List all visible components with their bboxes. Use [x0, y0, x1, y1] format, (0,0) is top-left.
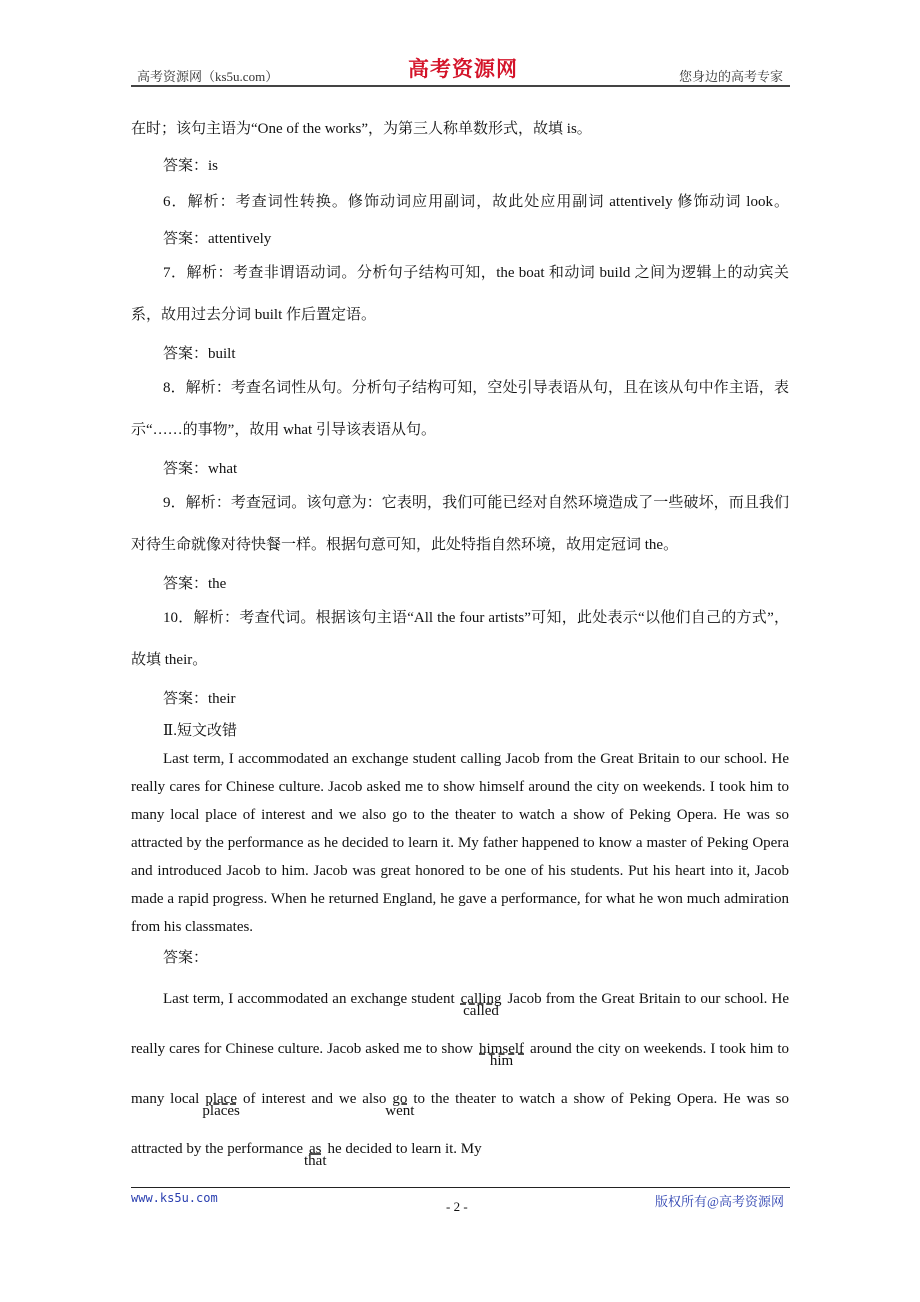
header-rule: [131, 85, 790, 87]
corrected-passage: [131, 974, 789, 1174]
answer-text: Jacob from the Great Britain to our school. He really cares for Chinese culture. Jacob asked me to show: [131, 991, 789, 1057]
answer-8: 答案：what: [163, 461, 238, 477]
answer-text: of interest and we also: [242, 1091, 387, 1107]
explanation-8: 8．解析：考查名词性从句。分析句子结构可知，空处引导表语从句，且在该从句中作主语，表示“……的事物”，故用 what 引导该表语从句。: [131, 380, 789, 438]
header-right: 您身边的高考专家: [678, 69, 783, 84]
answer-text: he decided to learn it. My: [327, 1141, 482, 1157]
answer-9: 答案：the: [163, 576, 227, 592]
correction: [385, 1091, 415, 1119]
explanation-10: 10．解析：考查代词。根据该句主语“All the four artists”可知，此处表示“以他们自己的方式”，故填 their。: [131, 610, 789, 668]
answer-text: Last term, I accommodated an exchange student: [163, 991, 455, 1007]
wrong-word: as: [309, 1141, 322, 1157]
answer-6: 答案：attentively: [163, 231, 272, 247]
passage: Last term, I accommodated an exchange student calling Jacob from the Great Britain to our school. He really cares for Chinese culture. Jacob asked me to show himself around the city on weekends. I took him to many local place of interest and we also go to the theater to watch a show of Peking Opera. He was so attracted by the performance as he decided to learn it. My father happened to know a master of Peking Opera and introduced Jacob to him. Jacob was great honored to be one of his students. Put his heart into it, Jacob made a rapid progress. When he returned England, he gave a performance, for what he won much admiration from his classmates.: [131, 751, 789, 935]
correction: [202, 1091, 240, 1119]
answer-text: around the city on weekends. I took him to many local: [131, 1041, 789, 1107]
explanation-9: 9．解析：考查冠词。该句意为：它表明，我们可能已经对自然环境造成了一些破坏，而且我们对待生命就像对待快餐一样。根据句意可知，此处特指自然环境，故用定冠词 the。: [131, 495, 789, 553]
footer-rule: [131, 1187, 790, 1188]
explanation-7: 7．解析：考查非谓语动词。分析句子结构可知，the boat 和动词 build 之间为逻辑上的动宾关系，故用过去分词 built 作后置定语。: [131, 265, 789, 323]
correction: [460, 991, 502, 1019]
answer-7: 答案：built: [163, 346, 236, 362]
page-number: - 2 -: [446, 1199, 468, 1214]
correction: [479, 1041, 525, 1069]
wrong-word: calling: [460, 991, 502, 1007]
fix-word: went: [385, 1103, 415, 1119]
fix-word: called: [463, 1003, 499, 1019]
answer-10: 答案：their: [163, 691, 236, 707]
header-left: 高考资源网（ks5u.com）: [137, 69, 279, 84]
header-logo: 高考资源网: [408, 56, 518, 81]
section-title: Ⅱ.短文改错: [163, 723, 237, 739]
wrong-word: place: [205, 1091, 237, 1107]
answer-5: 答案：is: [163, 158, 219, 174]
footer-link[interactable]: www.ks5u.com: [131, 1191, 218, 1205]
wrong-word: go: [392, 1091, 408, 1107]
fix-word: that: [304, 1153, 327, 1169]
wrong-word: himself: [479, 1041, 525, 1057]
answer-label: 答案：: [163, 950, 209, 966]
explanation-6: 6．解析：考查词性转换。修饰动词应用副词，故此处应用副词 attentively 修饰动词 look。: [163, 194, 789, 210]
text-line: 在时；该句主语为“One of the works”，为第三人称单数形式，故填 is。: [131, 121, 592, 137]
fix-word: places: [202, 1103, 240, 1119]
footer-right: 版权所有@高考资源网: [655, 1194, 784, 1209]
fix-word: him: [489, 1053, 514, 1069]
answer-text: to the theater to watch a show of Peking Opera. He was so attracted by the performance: [131, 1091, 789, 1157]
correction: [304, 1141, 327, 1169]
